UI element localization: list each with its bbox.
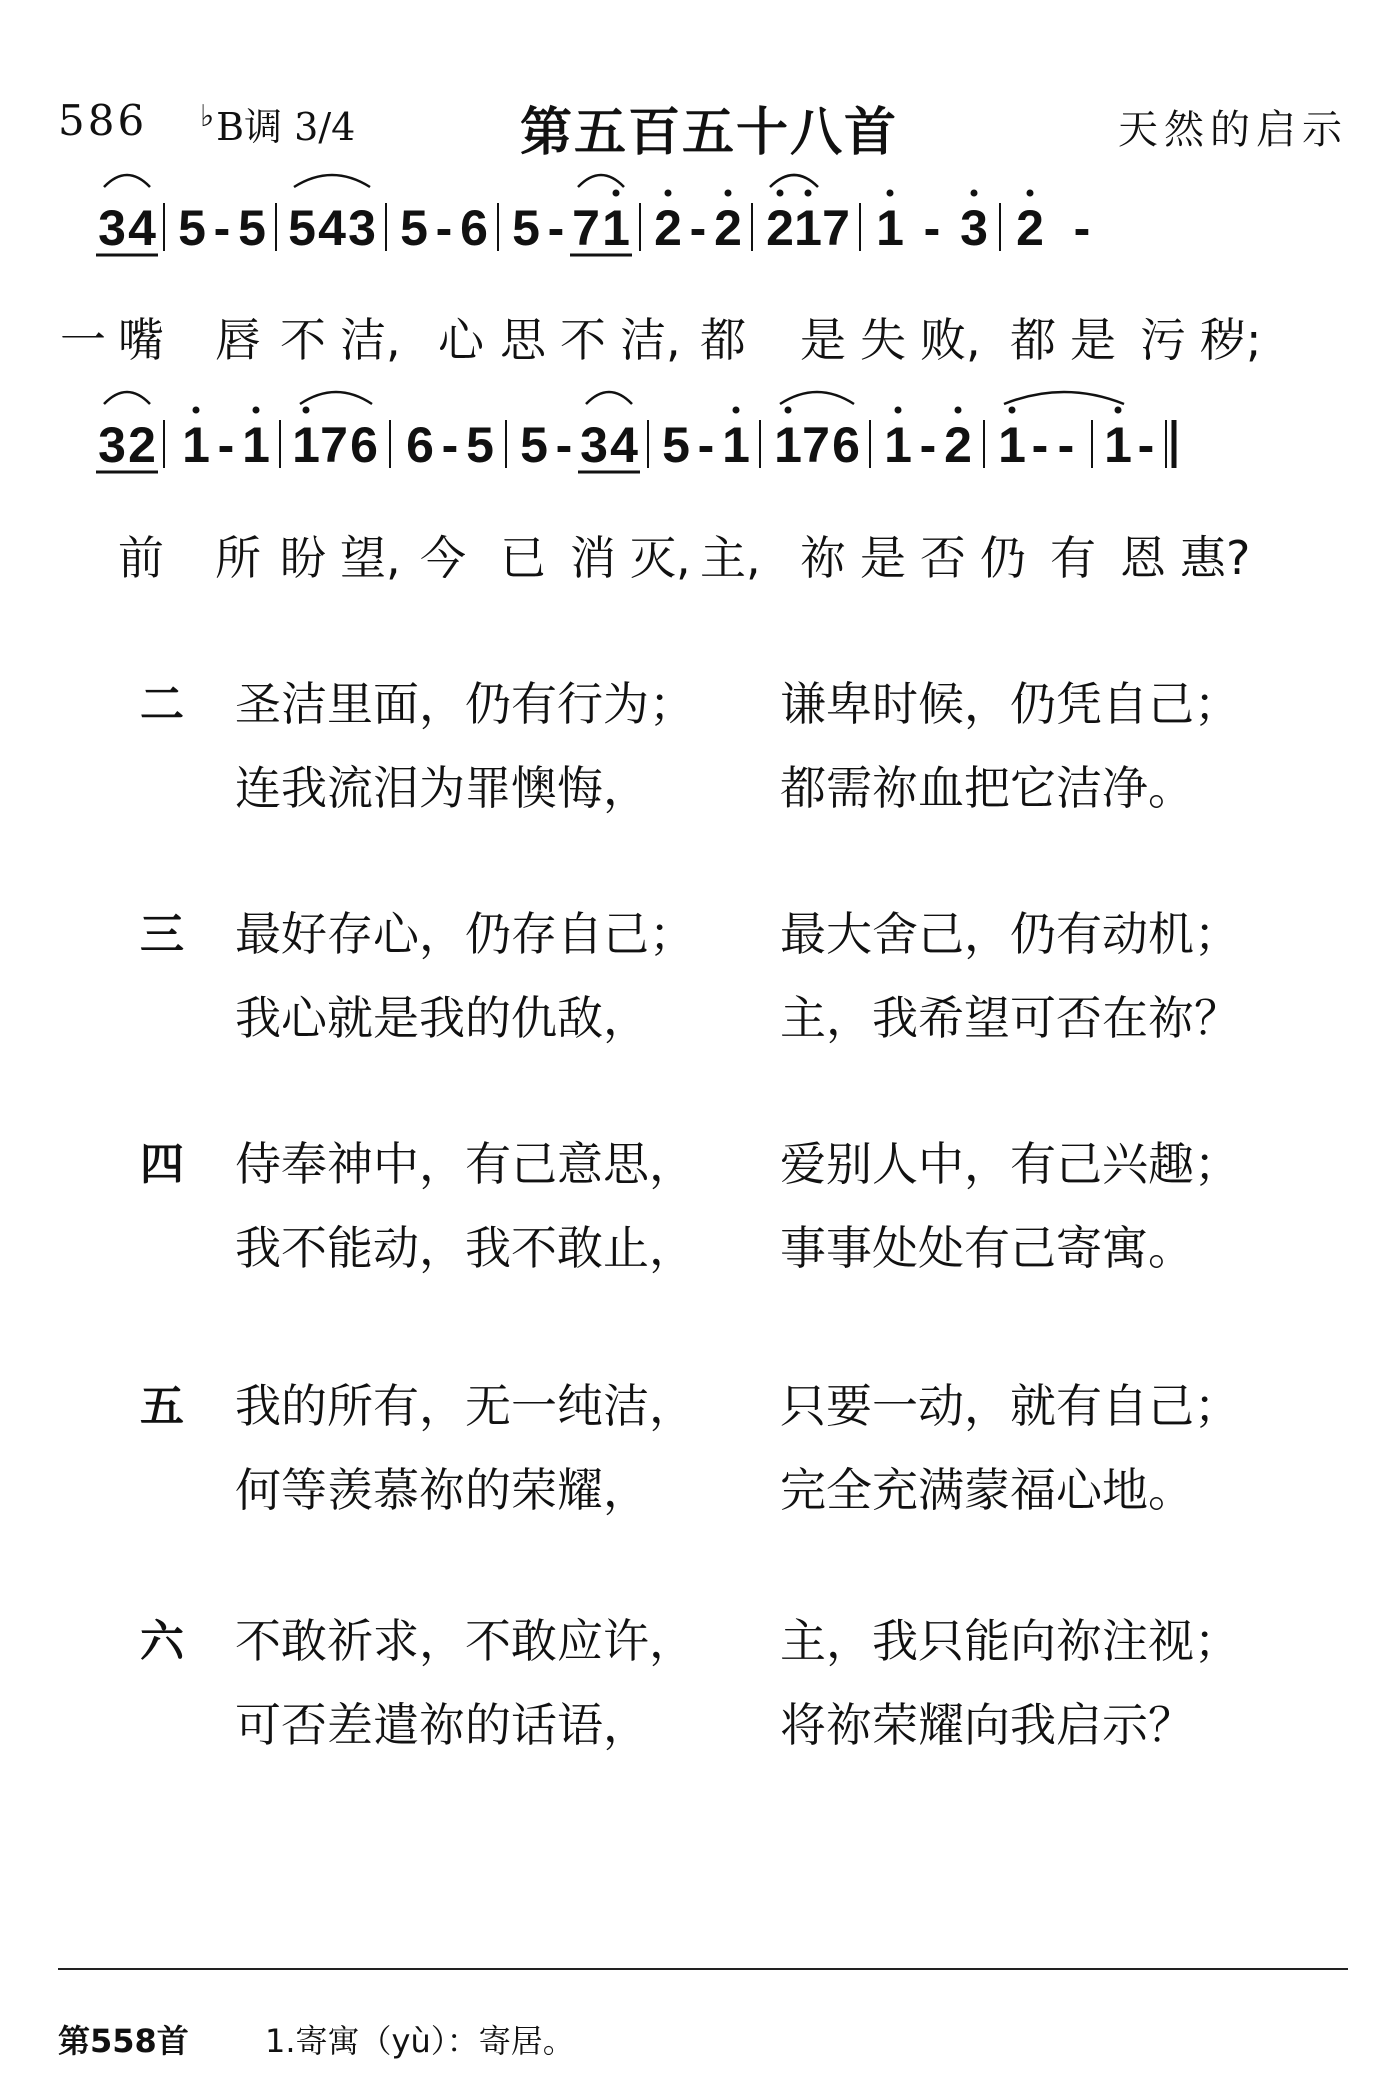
verse-line: 侍奉神中，有己意思，	[235, 1137, 695, 1191]
verse-line: 不敢祈求，不敢应许，	[235, 1614, 695, 1668]
lyric-syllable: 祢	[800, 531, 846, 585]
verse-line: 我不能动，我不敢止，	[235, 1221, 695, 1275]
slur	[294, 175, 370, 187]
flat-sign: ♭	[200, 99, 215, 134]
note: 2	[714, 200, 742, 256]
hymn-category: 天然的启示	[1118, 107, 1348, 153]
slur	[104, 392, 150, 404]
dash: -	[547, 200, 565, 256]
verse-line: 爱别人中，有己兴趣；	[780, 1137, 1240, 1191]
note: 2	[944, 417, 972, 473]
footnote-ref: 第558首	[58, 2022, 189, 2060]
verse-number: 六	[140, 1616, 184, 1667]
dash: -	[213, 200, 231, 256]
lyric-syllable: 惠?	[1180, 531, 1251, 585]
verse-3	[140, 898, 1340, 1068]
verse-line: 都需祢血把它洁净。	[780, 761, 1194, 815]
slur	[586, 392, 632, 404]
dash: -	[919, 417, 937, 473]
lyric-syllable: 污	[1140, 313, 1186, 367]
note: 3	[580, 417, 608, 473]
note: 3	[960, 200, 988, 256]
note: 7	[572, 200, 600, 256]
octave-dot	[1009, 407, 1016, 414]
slur	[300, 392, 372, 404]
verse-6	[140, 1605, 1340, 1775]
verse-line: 我的所有，无一纯洁，	[235, 1379, 695, 1433]
slur	[104, 175, 150, 187]
slur	[770, 175, 818, 187]
note: 6	[406, 417, 434, 473]
octave-dot	[971, 190, 978, 197]
lyric-syllable: 都	[1010, 313, 1056, 367]
dash: -	[435, 200, 453, 256]
dash: -	[441, 417, 459, 473]
octave-dot	[733, 407, 740, 414]
note: 5	[178, 200, 206, 256]
verse-line: 事事处处有己寄寓。	[780, 1221, 1194, 1275]
lyric-syllable: 一	[60, 313, 106, 367]
lyric-syllable: 前	[118, 531, 164, 585]
octave-dot	[777, 190, 784, 197]
verse-line: 可否差遣祢的话语，	[235, 1698, 649, 1752]
dash: -	[1057, 417, 1075, 473]
note: 4	[610, 417, 638, 473]
note: 3	[348, 200, 376, 256]
octave-dot	[805, 190, 812, 197]
note: 1	[1104, 417, 1132, 473]
octave-dot	[303, 407, 310, 414]
verse-5	[140, 1370, 1340, 1540]
verse-line: 最大舍己，仍有动机；	[780, 907, 1240, 961]
lyric-syllable: 是	[860, 531, 906, 585]
footnote-text: 1.寄寓（yù）：寄居。	[265, 2022, 575, 2060]
note: 5	[288, 200, 316, 256]
note: 5	[662, 417, 690, 473]
note: 6	[350, 417, 378, 473]
dash: -	[217, 417, 235, 473]
note: 3	[98, 417, 126, 473]
note: 2	[654, 200, 682, 256]
note: 5	[238, 200, 266, 256]
lyric-syllable: 是	[1070, 313, 1116, 367]
lyric-syllable: 已	[500, 531, 546, 585]
note: 2	[766, 200, 794, 256]
dash: -	[555, 417, 573, 473]
lyric-syllable: 盼	[280, 531, 326, 585]
note: 2	[128, 417, 156, 473]
lyric-syllable: 失	[860, 313, 906, 367]
note: 5	[512, 200, 540, 256]
verse-number: 三	[140, 909, 184, 960]
verse-line: 圣洁里面，仍有行为；	[235, 677, 695, 731]
note: 5	[520, 417, 548, 473]
lyric-syllable: 是	[800, 313, 846, 367]
verse-line: 我心就是我的仇敌，	[235, 991, 649, 1045]
lyric-syllable: 唇	[215, 313, 261, 367]
verse-number: 四	[140, 1139, 184, 1190]
dash: -	[1073, 200, 1091, 256]
footnote-divider	[58, 1968, 1348, 1970]
lyric-syllable: 嘴	[118, 313, 164, 367]
numbered-notation	[0, 0, 1400, 600]
lyric-syllable: 有	[1050, 531, 1096, 585]
lyric-syllable: 败,	[920, 313, 981, 367]
note: 1	[998, 417, 1026, 473]
notation-line-2	[96, 392, 1174, 473]
octave-dot	[1027, 190, 1034, 197]
verse-number: 二	[140, 679, 184, 730]
slur	[578, 175, 624, 187]
lyric-syllable: 洁,	[620, 313, 681, 367]
hymn-title: 第五百五十八首	[520, 103, 899, 163]
note: 1	[292, 417, 320, 473]
lyric-syllable: 恩	[1120, 531, 1166, 585]
octave-dot	[1115, 407, 1122, 414]
note: 5	[400, 200, 428, 256]
notation-line-1	[96, 175, 1090, 256]
octave-dot	[613, 190, 620, 197]
verse-line: 连我流泪为罪懊悔，	[235, 761, 649, 815]
verse-number: 五	[140, 1381, 184, 1432]
octave-dot	[725, 190, 732, 197]
lyric-syllable: 不	[280, 313, 326, 367]
note: 1	[242, 417, 270, 473]
note: 4	[128, 200, 156, 256]
octave-dot	[253, 407, 260, 414]
slur	[780, 392, 854, 404]
note: 1	[722, 417, 750, 473]
dash: -	[1031, 417, 1049, 473]
dash: -	[923, 200, 941, 256]
dash: -	[697, 417, 715, 473]
page-number: 586	[58, 96, 148, 145]
dash: -	[689, 200, 707, 256]
dash: -	[1137, 417, 1155, 473]
note: 4	[318, 200, 346, 256]
note: 3	[98, 200, 126, 256]
lyric-syllable: 心	[438, 313, 484, 367]
note: 5	[466, 417, 494, 473]
octave-dot	[895, 407, 902, 414]
lyric-syllable: 今	[420, 531, 466, 585]
verse-line: 谦卑时候，仍凭自己；	[780, 677, 1240, 731]
lyric-syllable: 主,	[700, 531, 761, 585]
lyric-syllable: 仍	[980, 531, 1026, 585]
lyric-syllable: 秽;	[1200, 313, 1262, 367]
note: 7	[802, 417, 830, 473]
note: 1	[774, 417, 802, 473]
octave-dot	[955, 407, 962, 414]
lyric-syllable: 都	[700, 313, 746, 367]
lyric-syllable: 思	[500, 313, 546, 367]
verse-line: 将祢荣耀向我启示？	[780, 1698, 1194, 1752]
verse-line: 完全充满蒙福心地。	[780, 1463, 1194, 1517]
octave-dot	[785, 407, 792, 414]
verse-4	[140, 1128, 1340, 1298]
lyric-syllable: 否	[920, 531, 966, 585]
note: 7	[320, 417, 348, 473]
note: 2	[1016, 200, 1044, 256]
verse-line: 主，我希望可否在祢？	[780, 991, 1240, 1045]
note: 1	[884, 417, 912, 473]
note: 1	[602, 200, 630, 256]
lyric-syllable: 所	[215, 531, 261, 585]
verse-line: 只要一动，就有自己；	[780, 1379, 1240, 1433]
note: 6	[460, 200, 488, 256]
key-text: B调 3/4	[216, 105, 356, 149]
octave-dot	[887, 190, 894, 197]
lyric-syllable: 望,	[340, 531, 401, 585]
note: 1	[182, 417, 210, 473]
note: 6	[832, 417, 860, 473]
lyric-syllable: 消	[570, 531, 616, 585]
note: 1	[876, 200, 904, 256]
slur	[1004, 392, 1124, 404]
lyric-syllable: 洁,	[340, 313, 401, 367]
octave-dot	[665, 190, 672, 197]
lyric-syllable: 灭,	[630, 531, 691, 585]
verse-line: 何等羡慕祢的荣耀，	[235, 1463, 649, 1517]
verse-line: 主，我只能向祢注视；	[780, 1614, 1240, 1668]
octave-dot	[193, 407, 200, 414]
verse-2	[140, 668, 1340, 838]
note: 7	[822, 200, 850, 256]
verse-line: 最好存心，仍存自己；	[235, 907, 695, 961]
note: 1	[794, 200, 822, 256]
lyric-syllable: 不	[560, 313, 606, 367]
